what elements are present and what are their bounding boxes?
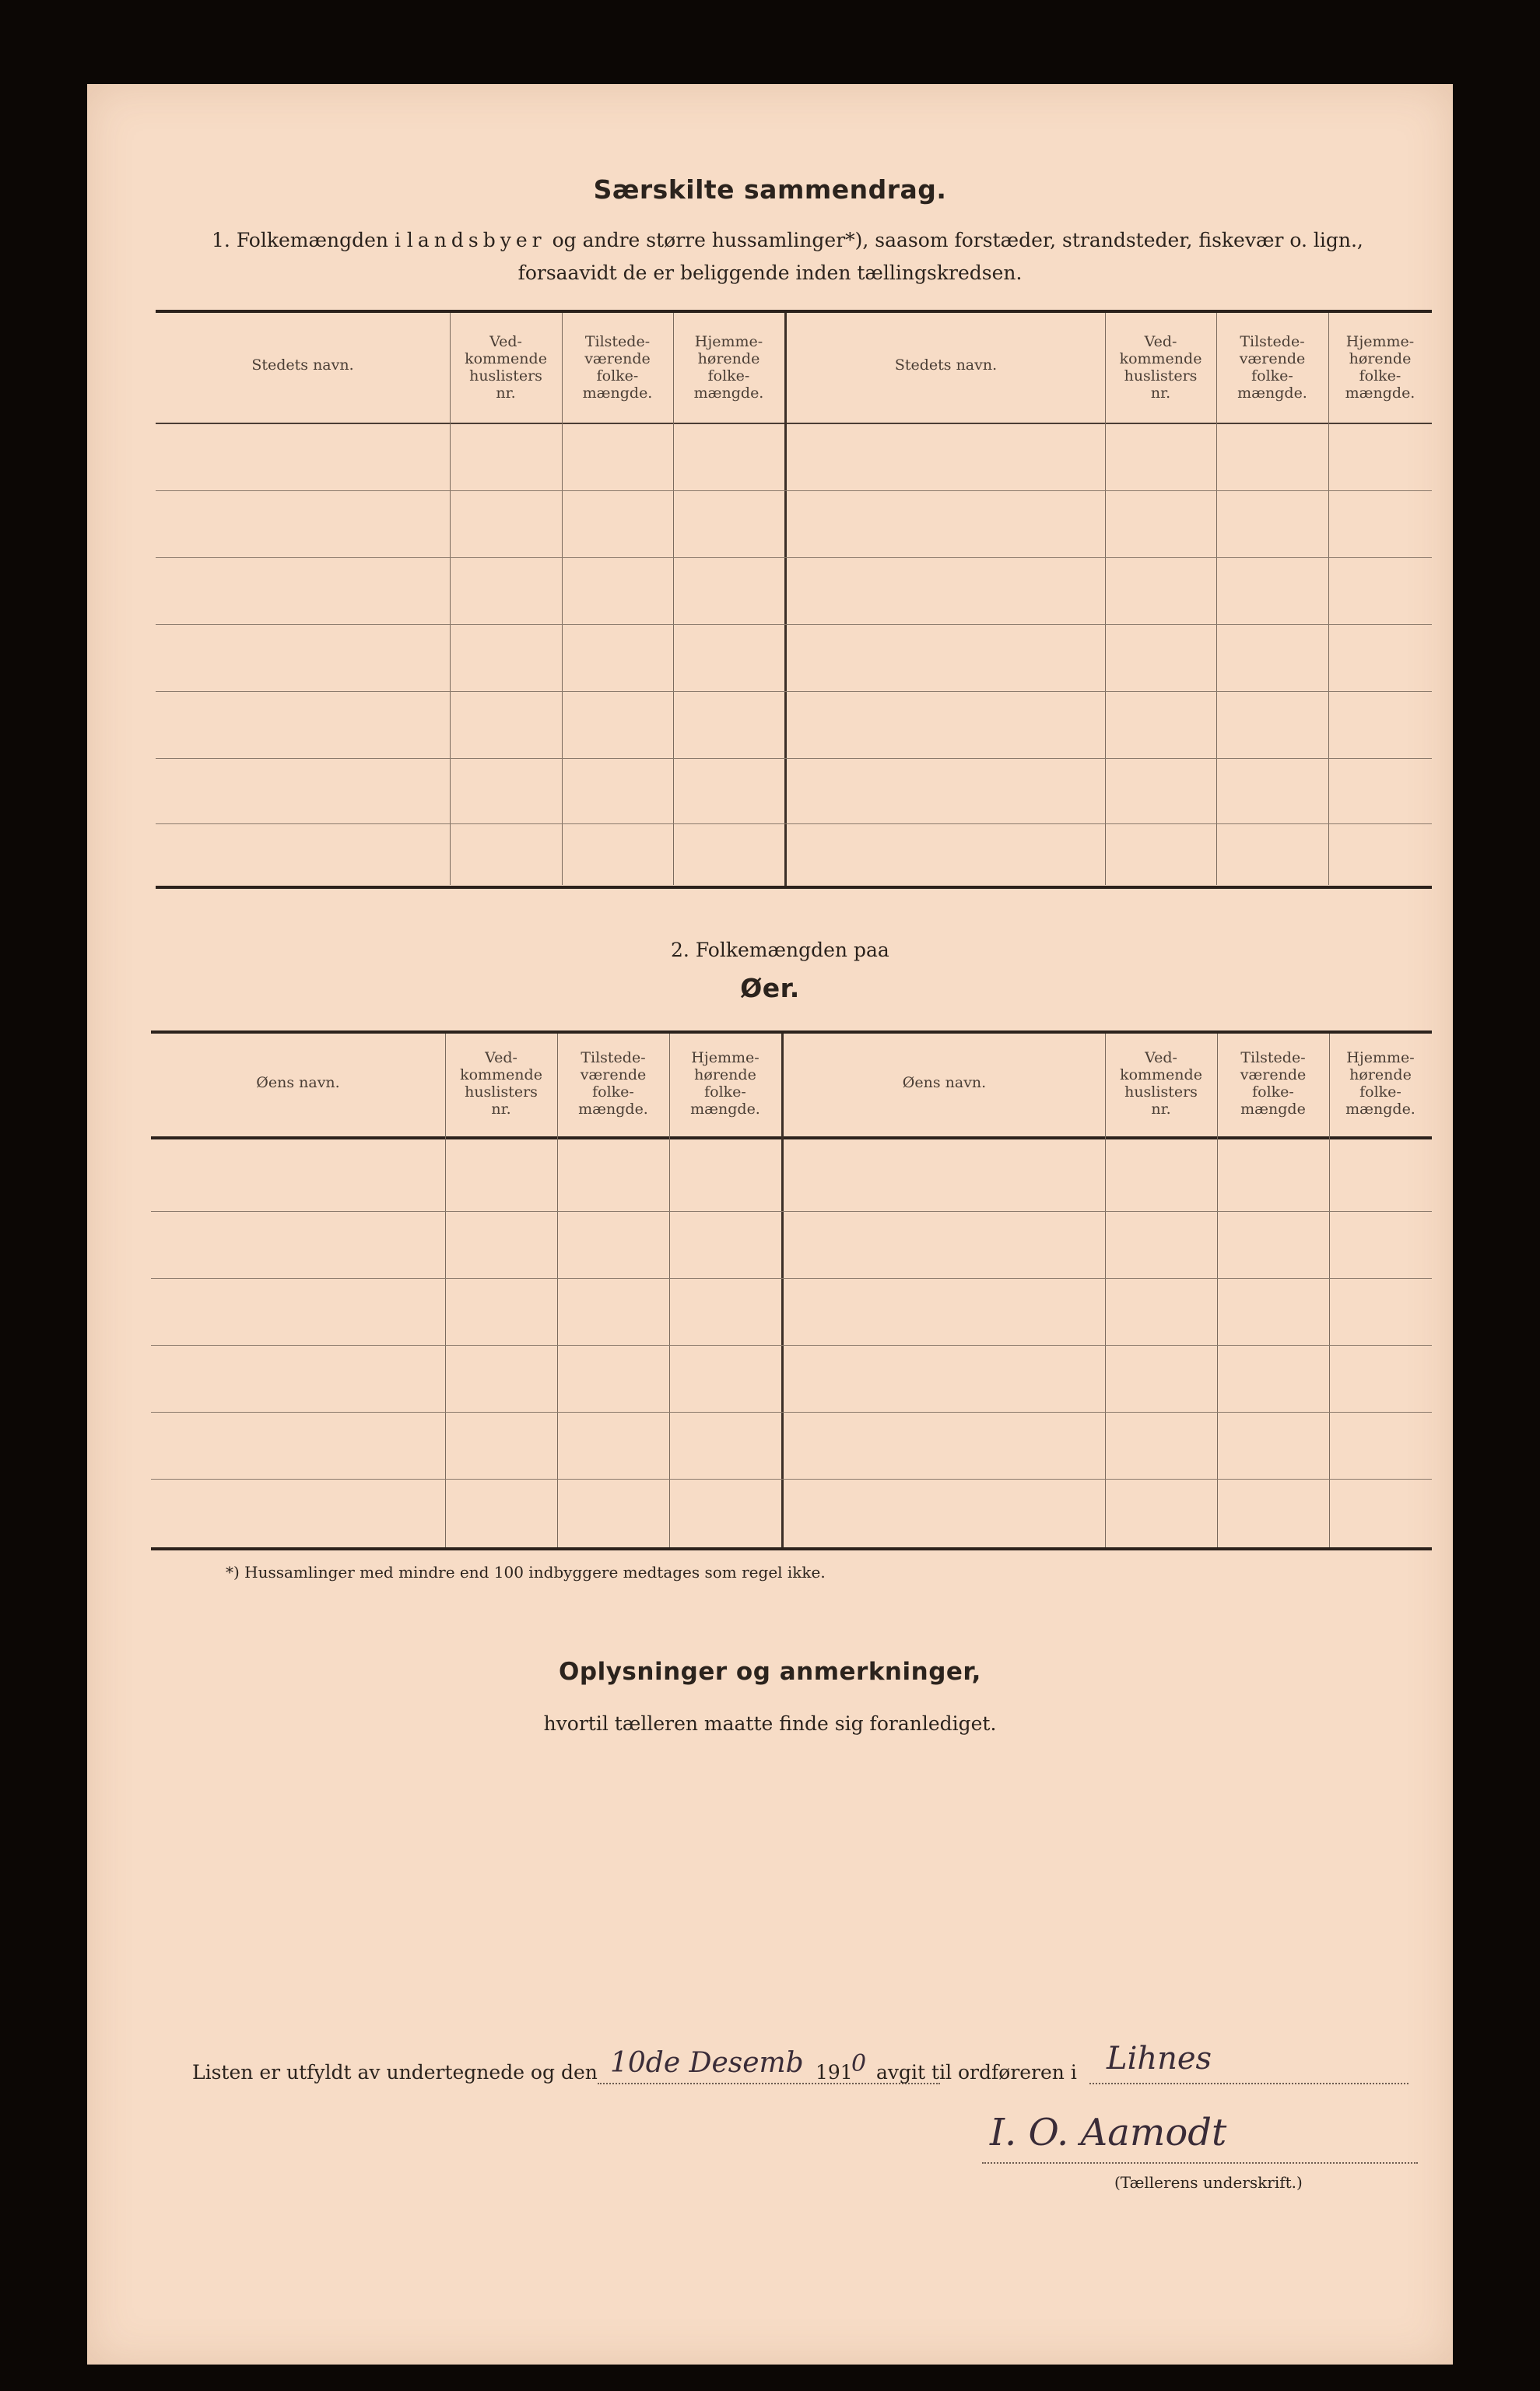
table-row-line [156,758,1432,759]
section1-intro [212,229,1426,251]
remarks-title: Oplysninger og anmerkninger, [559,1658,981,1686]
section1-text-b: og andre større hussamlinger*), saasom forstæder, strandsteder, fiskevær o. lign., [552,229,1363,251]
col-hjemmehorende: Hjemme- hørende folke- mængde. [690,1049,760,1118]
col-hjemmehorende-2: Hjemme- hørende folke- mængde. [1345,1049,1415,1118]
table-row-line [156,823,1432,824]
table-row-line [156,691,1432,692]
col-tilstedevaerende: Tilstede- værende folke- mængde. [578,1049,648,1118]
col-stedets-navn: Stedets navn. [251,356,354,374]
table-landsbyer [156,310,1432,971]
col-hjemmehorende: Hjemme- hørende folke- mængde. [693,333,764,402]
table1-center-divider [784,313,787,889]
table1-bottom-rule [156,886,1432,889]
signature-caption: (Tællerens underskrift.) [1114,2173,1303,2192]
section2-label-text: Folkemængden paa [695,939,889,961]
col-stedets-navn-2: Stedets navn. [894,356,998,374]
section2-label [671,939,889,961]
col-huslisters-nr-2: Ved- kommende huslisters nr. [1120,1049,1202,1118]
table-row-line [151,1345,1432,1346]
handwritten-date: 10de Desemb [610,2047,804,2079]
table1-top-rule [156,310,1432,313]
table2-top-rule [151,1030,1432,1034]
remarks-subtitle: hvortil tælleren maatte finde sig foranlediget. [543,1712,997,1735]
footnote: *) Hussamlinger med mindre end 100 indbyggere medtages som regel ikke. [226,1563,826,1582]
table-row-line [151,1211,1432,1212]
col-huslisters-nr: Ved- kommende huslisters nr. [460,1049,542,1118]
handwritten-signature: I. O. Aamodt [990,2111,1227,2154]
table-row-line [151,1479,1432,1480]
section1-text-a: Folkemængden i [236,229,401,251]
table1-header-rule [156,423,1432,424]
table-oer [151,1030,1432,1638]
signature-text-a: Listen er utfyldt av undertegnede og den [192,2061,598,2084]
col-huslisters-nr: Ved- kommende huslisters nr. [465,333,547,402]
col-tilstedevaerende-2: Tilstede- værende folke- mængde [1240,1049,1307,1118]
section1-number: 1. [212,229,230,251]
printed-year: 191 [816,2061,853,2084]
section2-title: Øer. [740,973,800,1003]
census-form-page [87,84,1453,2365]
section2-number: 2. [671,939,689,961]
table-row-line [156,557,1432,558]
table2-header-rule [151,1136,1432,1139]
handwritten-year-digit: 0 [851,2050,867,2077]
handwritten-place: Lihnes [1107,2041,1212,2077]
col-huslisters-nr-2: Ved- kommende huslisters nr. [1119,333,1202,402]
table2-bottom-rule [151,1547,1432,1550]
page-heading: Særskilte sammendrag. [593,174,947,205]
table2-center-divider [781,1034,784,1547]
col-hjemmehorende-2: Hjemme- hørende folke- mængde. [1345,333,1415,402]
col-oens-navn-2: Øens navn. [902,1074,987,1091]
table-row-line [156,624,1432,625]
signature-dotted-line [982,2162,1418,2164]
section1-intro-line2: forsaavidt de er beliggende inden tællingskredsen. [517,262,1023,284]
place-dotted-line [1089,2083,1408,2084]
col-oens-navn: Øens navn. [256,1074,340,1091]
table-row-line [151,1412,1432,1413]
table-row-line [151,1278,1432,1279]
col-tilstedevaerende: Tilstede- værende folke- mængde. [582,333,653,402]
table-row-line [156,490,1432,491]
col-tilstedevaerende-2: Tilstede- værende folke- mængde. [1237,333,1307,402]
section1-spaced-word: landsbyer [406,229,546,251]
signature-text-b: avgit til ordføreren i [876,2061,1077,2084]
